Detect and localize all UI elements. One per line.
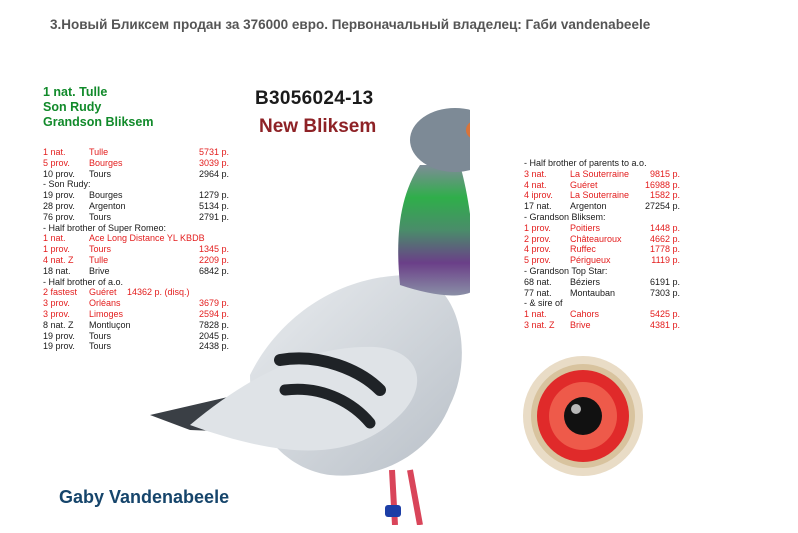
result-race: Tulle xyxy=(89,254,109,265)
result-prize: 1582 p. xyxy=(649,190,680,201)
result-race: Périgueux xyxy=(570,255,611,266)
result-header: - Grandson Top Star: xyxy=(524,265,608,276)
result-race: Ruffec xyxy=(570,244,596,255)
result-race: Cahors xyxy=(570,309,600,320)
result-place: 5 prov. xyxy=(43,157,70,168)
result-place: 68 nat. xyxy=(524,276,552,287)
result-prize: 7303 p. xyxy=(649,287,680,298)
result-place: 3 prov. xyxy=(43,308,70,319)
result-race: Tours xyxy=(89,168,112,179)
result-place: 1 nat. xyxy=(524,309,547,320)
result-prize: 1448 p. xyxy=(649,222,680,233)
result-race: Brive xyxy=(89,265,110,276)
result-place: 10 prov. xyxy=(43,168,75,179)
result-race: Argenton xyxy=(89,200,126,211)
result-race: Tulle xyxy=(89,147,109,157)
breeder-name: Gaby Vandenabeele xyxy=(59,487,230,507)
result-prize: 6842 p. xyxy=(198,265,229,276)
result-race: Argenton xyxy=(570,201,607,212)
result-place: 4 iprov. xyxy=(524,190,553,201)
result-prize: 7828 p. xyxy=(198,319,229,330)
result-header: - Half brother of Super Romeo: xyxy=(43,222,167,233)
result-header: - & sire of xyxy=(524,298,563,309)
result-header: - Half brother of a.o. xyxy=(43,276,124,287)
result-race: Tours xyxy=(89,341,112,352)
result-place: 19 prov. xyxy=(43,330,75,341)
result-place: 3 nat. xyxy=(524,168,547,179)
result-place: 4 nat. xyxy=(524,179,547,190)
result-race: La Souterraine xyxy=(570,190,630,201)
result-prize: 1345 p. xyxy=(198,244,229,255)
result-race: Limoges xyxy=(89,308,124,319)
result-race: Montluçon xyxy=(89,319,131,330)
result-race: Poitiers xyxy=(570,222,601,233)
result-place: 4 nat. Z xyxy=(43,254,74,265)
result-race: Béziers xyxy=(570,276,601,287)
result-race: Tours xyxy=(89,244,112,255)
result-prize: 5731 p. xyxy=(198,147,229,157)
result-place: 19 prov. xyxy=(43,341,75,352)
headline-line-1: 1 nat. Tulle xyxy=(43,85,108,99)
result-place: 28 prov. xyxy=(43,200,75,211)
result-prize: 2209 p. xyxy=(198,254,229,265)
result-prize: 1279 p. xyxy=(198,190,229,201)
result-place: 1 prov. xyxy=(43,244,70,255)
result-place: 1 prov. xyxy=(524,222,551,233)
result-place: 5 prov. xyxy=(524,255,551,266)
result-place: 1 nat. xyxy=(43,147,66,157)
result-race: Ace Long Distance YL KBDB xyxy=(89,233,205,244)
result-place: 3 prov. xyxy=(43,298,70,309)
result-place: 19 prov. xyxy=(43,190,75,201)
result-race: Châteauroux xyxy=(570,233,622,244)
result-race: Brive xyxy=(570,319,591,330)
result-place: 3 nat. Z xyxy=(524,319,555,330)
result-prize: 6191 p. xyxy=(649,276,680,287)
result-prize: 2594 p. xyxy=(198,308,229,319)
result-prize: 1119 p. xyxy=(651,255,680,266)
page-caption: 3.Новый Бликсем продан за 376000 евро. Первоначальный владелец: Габи vandenabeele xyxy=(50,17,651,32)
result-prize: 27254 p. xyxy=(644,201,680,212)
result-race: Bourges xyxy=(89,157,123,168)
result-prize: 3039 p. xyxy=(198,157,229,168)
headline-line-3: Grandson Bliksem xyxy=(43,115,154,129)
result-place: 2 prov. xyxy=(524,233,551,244)
result-header: - Grandson Bliksem: xyxy=(524,211,606,222)
pigeon-name: New Bliksem xyxy=(259,116,377,137)
result-prize: 5425 p. xyxy=(649,309,680,320)
result-place: 18 nat. xyxy=(43,265,71,276)
pigeon-eye-closeup xyxy=(522,355,644,477)
ring-number: B3056024-13 xyxy=(255,88,374,109)
result-header: - Half brother of parents to a.o. xyxy=(524,158,647,168)
result-place: 4 prov. xyxy=(524,244,551,255)
result-prize: 16988 p. xyxy=(644,179,680,190)
result-place: 2 fastest xyxy=(43,287,78,298)
result-prize: 9815 p. xyxy=(649,168,680,179)
result-place: 76 prov. xyxy=(43,211,75,222)
result-race: Tours xyxy=(89,330,112,341)
result-race: Guéret xyxy=(89,287,117,298)
result-place: 8 nat. Z xyxy=(43,319,74,330)
result-place: 77 nat. xyxy=(524,287,552,298)
result-race: Tours xyxy=(89,211,112,222)
pigeon-card xyxy=(0,55,798,533)
result-prize: 1778 p. xyxy=(649,244,680,255)
result-race: La Souterraine xyxy=(570,168,630,179)
result-prize: 4662 p. xyxy=(649,233,680,244)
result-prize: 3679 p. xyxy=(198,298,229,309)
result-header: - Son Rudy: xyxy=(43,179,91,190)
result-prize: 2438 p. xyxy=(198,341,229,352)
result-prize: 2045 p. xyxy=(198,330,229,341)
result-race: Bourges xyxy=(89,190,123,201)
result-prize: 14362 p. (disq.) xyxy=(127,287,190,298)
headline-line-2: Son Rudy xyxy=(43,100,102,114)
result-place: 1 nat. xyxy=(43,233,66,244)
result-prize: 2964 p. xyxy=(198,168,229,179)
result-prize: 2791 p. xyxy=(198,211,229,222)
result-race: Montauban xyxy=(570,287,616,298)
result-place: 17 nat. xyxy=(524,201,552,212)
result-race: Guéret xyxy=(570,179,598,190)
result-prize: 5134 p. xyxy=(198,200,229,211)
result-prize: 4381 p. xyxy=(649,319,680,330)
result-race: Orléans xyxy=(89,298,121,309)
